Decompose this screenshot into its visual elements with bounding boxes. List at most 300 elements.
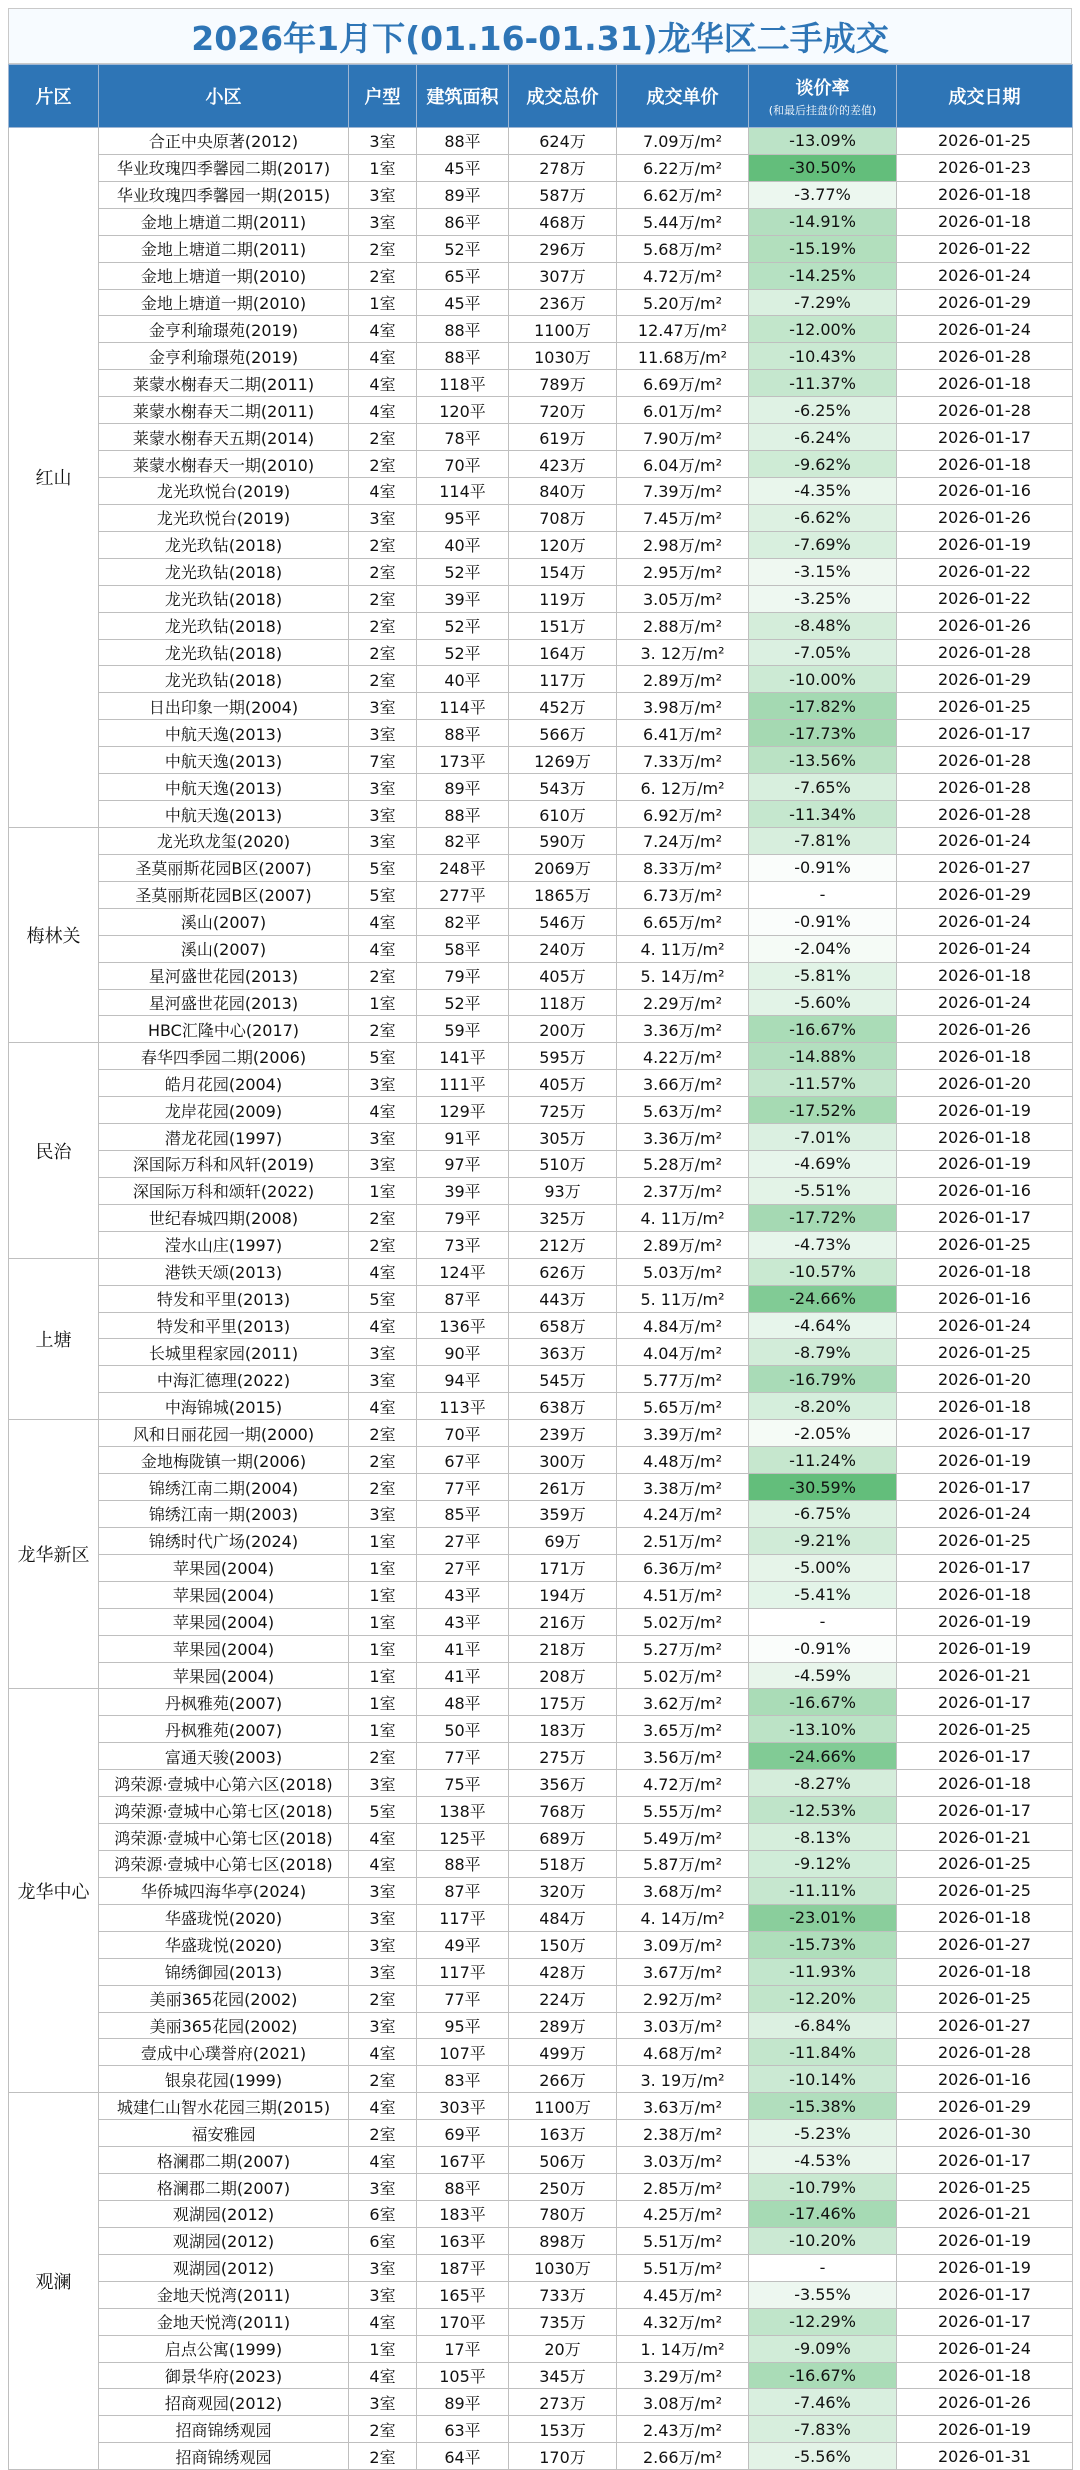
- date-cell: 2026-01-24: [897, 2335, 1073, 2362]
- total-cell: 151万: [509, 612, 617, 639]
- total-cell: 194万: [509, 1581, 617, 1608]
- rate-cell: -5.56%: [749, 2443, 897, 2470]
- rate-cell: -4.53%: [749, 2147, 897, 2174]
- rate-cell: -2.05%: [749, 1420, 897, 1447]
- rate-cell: -0.91%: [749, 908, 897, 935]
- community-cell: 春华四季园二期(2006): [99, 1043, 349, 1070]
- table-row: [9, 1231, 1073, 1258]
- table-row: [9, 1285, 1073, 1312]
- layout-cell: 1室: [349, 1527, 417, 1554]
- table-row: [9, 881, 1073, 908]
- total-cell: 1030万: [509, 343, 617, 370]
- community-cell: 苹果园(2004): [99, 1554, 349, 1581]
- rate-cell: -17.46%: [749, 2200, 897, 2227]
- total-cell: 153万: [509, 2416, 617, 2443]
- date-cell: 2026-01-28: [897, 747, 1073, 774]
- unit-cell: 7.33万/m²: [617, 747, 749, 774]
- unit-cell: 3.36万/m²: [617, 1124, 749, 1151]
- date-cell: 2026-01-17: [897, 1797, 1073, 1824]
- total-cell: 359万: [509, 1501, 617, 1528]
- rate-cell: -5.41%: [749, 1581, 897, 1608]
- rate-cell: -8.48%: [749, 612, 897, 639]
- table-row: [9, 262, 1073, 289]
- table-row: [9, 1501, 1073, 1528]
- area-cell: 87平: [417, 1877, 509, 1904]
- layout-cell: 2室: [349, 585, 417, 612]
- area-cell: 88平: [417, 720, 509, 747]
- area-cell: 88平: [417, 316, 509, 343]
- total-cell: 275万: [509, 1743, 617, 1770]
- table-row: [9, 504, 1073, 531]
- date-cell: 2026-01-18: [897, 1258, 1073, 1285]
- table-row: [9, 2308, 1073, 2335]
- layout-cell: 4室: [349, 2093, 417, 2120]
- table-row: [9, 747, 1073, 774]
- layout-cell: 4室: [349, 397, 417, 424]
- area-cell: 48平: [417, 1689, 509, 1716]
- header-region: 片区: [9, 65, 99, 128]
- rate-cell: -10.43%: [749, 343, 897, 370]
- date-cell: 2026-01-19: [897, 1635, 1073, 1662]
- total-cell: 626万: [509, 1258, 617, 1285]
- layout-cell: 2室: [349, 639, 417, 666]
- area-cell: 52平: [417, 558, 509, 585]
- rate-cell: -12.20%: [749, 1985, 897, 2012]
- rate-cell: -24.66%: [749, 1285, 897, 1312]
- community-cell: 特发和平里(2013): [99, 1312, 349, 1339]
- rate-cell: -10.20%: [749, 2227, 897, 2254]
- rate-cell: -12.53%: [749, 1797, 897, 1824]
- total-cell: 610万: [509, 801, 617, 828]
- unit-cell: 2.85万/m²: [617, 2174, 749, 2201]
- area-cell: 187平: [417, 2254, 509, 2281]
- date-cell: 2026-01-22: [897, 235, 1073, 262]
- total-cell: 289万: [509, 2012, 617, 2039]
- total-cell: 658万: [509, 1312, 617, 1339]
- total-cell: 261万: [509, 1474, 617, 1501]
- total-cell: 405万: [509, 962, 617, 989]
- area-cell: 85平: [417, 1501, 509, 1528]
- rate-cell: -30.59%: [749, 1474, 897, 1501]
- table-row: [9, 2335, 1073, 2362]
- rate-cell: -4.59%: [749, 1662, 897, 1689]
- rate-cell: -23.01%: [749, 1904, 897, 1931]
- layout-cell: 3室: [349, 128, 417, 155]
- area-cell: 73平: [417, 1231, 509, 1258]
- layout-cell: 2室: [349, 558, 417, 585]
- unit-cell: 3.62万/m²: [617, 1689, 749, 1716]
- layout-cell: 3室: [349, 2012, 417, 2039]
- layout-cell: 4室: [349, 908, 417, 935]
- area-cell: 136平: [417, 1312, 509, 1339]
- table-row: [9, 908, 1073, 935]
- rate-cell: -3.15%: [749, 558, 897, 585]
- unit-cell: 2.89万/m²: [617, 1231, 749, 1258]
- date-cell: 2026-01-24: [897, 908, 1073, 935]
- rate-cell: -11.34%: [749, 801, 897, 828]
- community-cell: 莱蒙水榭春天二期(2011): [99, 397, 349, 424]
- community-cell: 龙光玖钻(2018): [99, 558, 349, 585]
- layout-cell: 2室: [349, 1016, 417, 1043]
- community-cell: 港铁天颂(2013): [99, 1258, 349, 1285]
- region-cell: 梅林关: [9, 827, 99, 1042]
- community-cell: 深国际万科和风轩(2019): [99, 1151, 349, 1178]
- layout-cell: 3室: [349, 1339, 417, 1366]
- unit-cell: 2.95万/m²: [617, 558, 749, 585]
- date-cell: 2026-01-18: [897, 1958, 1073, 1985]
- community-cell: 锦绣江南二期(2004): [99, 1474, 349, 1501]
- layout-cell: 1室: [349, 1689, 417, 1716]
- table-row: [9, 1743, 1073, 1770]
- area-cell: 77平: [417, 1985, 509, 2012]
- date-cell: 2026-01-29: [897, 2093, 1073, 2120]
- area-cell: 41平: [417, 1635, 509, 1662]
- transactions-table: [8, 64, 1073, 2470]
- community-cell: 苹果园(2004): [99, 1581, 349, 1608]
- total-cell: 150万: [509, 1931, 617, 1958]
- area-cell: 43平: [417, 1608, 509, 1635]
- region-cell: 龙华新区: [9, 1420, 99, 1689]
- area-cell: 95平: [417, 2012, 509, 2039]
- rate-cell: -2.04%: [749, 935, 897, 962]
- community-cell: 华业玫瑰四季馨园二期(2017): [99, 154, 349, 181]
- layout-cell: 3室: [349, 801, 417, 828]
- area-cell: 277平: [417, 881, 509, 908]
- page-title: 2026年1月下(01.16-01.31)龙华区二手成交: [8, 8, 1072, 64]
- table-row: [9, 531, 1073, 558]
- total-cell: 546万: [509, 908, 617, 935]
- rate-cell: -5.51%: [749, 1177, 897, 1204]
- community-cell: 长城里程家园(2011): [99, 1339, 349, 1366]
- area-cell: 125平: [417, 1824, 509, 1851]
- area-cell: 40平: [417, 531, 509, 558]
- unit-cell: 4.72万/m²: [617, 1770, 749, 1797]
- area-cell: 89平: [417, 2389, 509, 2416]
- unit-cell: 6.73万/m²: [617, 881, 749, 908]
- table-row: [9, 558, 1073, 585]
- table-row: [9, 1070, 1073, 1097]
- region-cell: 龙华中心: [9, 1689, 99, 2093]
- community-cell: 中航天逸(2013): [99, 801, 349, 828]
- rate-cell: -9.21%: [749, 1527, 897, 1554]
- total-cell: 1269万: [509, 747, 617, 774]
- layout-cell: 4室: [349, 1393, 417, 1420]
- community-cell: 格澜郡二期(2007): [99, 2147, 349, 2174]
- area-cell: 88平: [417, 801, 509, 828]
- date-cell: 2026-01-17: [897, 1420, 1073, 1447]
- total-cell: 590万: [509, 827, 617, 854]
- layout-cell: 1室: [349, 1581, 417, 1608]
- unit-cell: 3.36万/m²: [617, 1016, 749, 1043]
- date-cell: 2026-01-29: [897, 666, 1073, 693]
- date-cell: 2026-01-24: [897, 316, 1073, 343]
- unit-cell: 6.62万/m²: [617, 181, 749, 208]
- total-cell: 428万: [509, 1958, 617, 1985]
- unit-cell: 4. 11万/m²: [617, 1204, 749, 1231]
- layout-cell: 4室: [349, 1312, 417, 1339]
- date-cell: 2026-01-23: [897, 154, 1073, 181]
- layout-cell: 2室: [349, 1204, 417, 1231]
- community-cell: 苹果园(2004): [99, 1662, 349, 1689]
- community-cell: 龙岸花园(2009): [99, 1097, 349, 1124]
- rate-cell: -15.73%: [749, 1931, 897, 1958]
- layout-cell: 5室: [349, 854, 417, 881]
- community-cell: 城建仁山智水花园三期(2015): [99, 2093, 349, 2120]
- rate-cell: -11.11%: [749, 1877, 897, 1904]
- total-cell: 250万: [509, 2174, 617, 2201]
- table-row: [9, 2443, 1073, 2470]
- rate-cell: -24.66%: [749, 1743, 897, 1770]
- community-cell: 锦绣时代广场(2024): [99, 1527, 349, 1554]
- date-cell: 2026-01-18: [897, 1770, 1073, 1797]
- total-cell: 120万: [509, 531, 617, 558]
- area-cell: 27平: [417, 1527, 509, 1554]
- area-cell: 90平: [417, 1339, 509, 1366]
- layout-cell: 5室: [349, 1043, 417, 1070]
- table-row: [9, 1958, 1073, 1985]
- area-cell: 52平: [417, 612, 509, 639]
- rate-cell: -15.38%: [749, 2093, 897, 2120]
- date-cell: 2026-01-28: [897, 801, 1073, 828]
- community-cell: 滢水山庄(1997): [99, 1231, 349, 1258]
- layout-cell: 2室: [349, 424, 417, 451]
- total-cell: 780万: [509, 2200, 617, 2227]
- area-cell: 89平: [417, 181, 509, 208]
- unit-cell: 2.29万/m²: [617, 989, 749, 1016]
- community-cell: 鸿荣源·壹城中心第七区(2018): [99, 1824, 349, 1851]
- date-cell: 2026-01-25: [897, 1851, 1073, 1878]
- community-cell: 美丽365花园(2002): [99, 2012, 349, 2039]
- table-row: [9, 2362, 1073, 2389]
- date-cell: 2026-01-22: [897, 558, 1073, 585]
- layout-cell: 3室: [349, 827, 417, 854]
- table-row: [9, 1662, 1073, 1689]
- total-cell: 1865万: [509, 881, 617, 908]
- layout-cell: 4室: [349, 370, 417, 397]
- date-cell: 2026-01-26: [897, 2389, 1073, 2416]
- date-cell: 2026-01-28: [897, 639, 1073, 666]
- date-cell: 2026-01-17: [897, 1689, 1073, 1716]
- table-row: [9, 1770, 1073, 1797]
- layout-cell: 2室: [349, 531, 417, 558]
- area-cell: 43平: [417, 1581, 509, 1608]
- community-cell: 金地上塘道二期(2011): [99, 208, 349, 235]
- table-row: [9, 1904, 1073, 1931]
- unit-cell: 4.72万/m²: [617, 262, 749, 289]
- rate-cell: -6.84%: [749, 2012, 897, 2039]
- community-cell: 圣莫丽斯花园B区(2007): [99, 881, 349, 908]
- area-cell: 83平: [417, 2066, 509, 2093]
- table-header-row: [9, 65, 1073, 128]
- community-cell: 福安雅园: [99, 2120, 349, 2147]
- area-cell: 77平: [417, 1474, 509, 1501]
- table-row: [9, 1635, 1073, 1662]
- table-row: [9, 370, 1073, 397]
- area-cell: 120平: [417, 397, 509, 424]
- date-cell: 2026-01-17: [897, 1474, 1073, 1501]
- rate-cell: -30.50%: [749, 154, 897, 181]
- table-row: [9, 612, 1073, 639]
- area-cell: 170平: [417, 2308, 509, 2335]
- table-row: [9, 128, 1073, 155]
- date-cell: 2026-01-17: [897, 720, 1073, 747]
- date-cell: 2026-01-17: [897, 1743, 1073, 1770]
- area-cell: 65平: [417, 262, 509, 289]
- table-row: [9, 827, 1073, 854]
- total-cell: 1100万: [509, 316, 617, 343]
- total-cell: 840万: [509, 477, 617, 504]
- layout-cell: 3室: [349, 1151, 417, 1178]
- community-cell: 深国际万科和颂轩(2022): [99, 1177, 349, 1204]
- unit-cell: 4.45万/m²: [617, 2281, 749, 2308]
- table-row: [9, 1124, 1073, 1151]
- community-cell: 龙光玖钻(2018): [99, 585, 349, 612]
- rate-cell: -8.20%: [749, 1393, 897, 1420]
- area-cell: 88平: [417, 2174, 509, 2201]
- rate-cell: -5.81%: [749, 962, 897, 989]
- header-rate-note: (和最后挂盘价的差值): [768, 104, 877, 117]
- unit-cell: 4.22万/m²: [617, 1043, 749, 1070]
- total-cell: 239万: [509, 1420, 617, 1447]
- rate-cell: -17.73%: [749, 720, 897, 747]
- table-row: [9, 1366, 1073, 1393]
- date-cell: 2026-01-19: [897, 1447, 1073, 1474]
- date-cell: 2026-01-19: [897, 2227, 1073, 2254]
- rate-cell: -5.00%: [749, 1554, 897, 1581]
- date-cell: 2026-01-17: [897, 2147, 1073, 2174]
- area-cell: 248平: [417, 854, 509, 881]
- layout-cell: 2室: [349, 1447, 417, 1474]
- total-cell: 452万: [509, 693, 617, 720]
- layout-cell: 4室: [349, 1258, 417, 1285]
- layout-cell: 4室: [349, 343, 417, 370]
- layout-cell: 3室: [349, 1877, 417, 1904]
- area-cell: 39平: [417, 1177, 509, 1204]
- layout-cell: 6室: [349, 2227, 417, 2254]
- area-cell: 17平: [417, 2335, 509, 2362]
- rate-cell: -8.13%: [749, 1824, 897, 1851]
- rate-cell: -4.69%: [749, 1151, 897, 1178]
- date-cell: 2026-01-25: [897, 1716, 1073, 1743]
- table-row: [9, 2254, 1073, 2281]
- rate-cell: -7.01%: [749, 1124, 897, 1151]
- rate-cell: -9.62%: [749, 451, 897, 478]
- total-cell: 240万: [509, 935, 617, 962]
- unit-cell: 2.92万/m²: [617, 1985, 749, 2012]
- date-cell: 2026-01-24: [897, 827, 1073, 854]
- date-cell: 2026-01-25: [897, 128, 1073, 155]
- unit-cell: 5.63万/m²: [617, 1097, 749, 1124]
- layout-cell: 1室: [349, 1635, 417, 1662]
- area-cell: 107平: [417, 2039, 509, 2066]
- area-cell: 173平: [417, 747, 509, 774]
- area-cell: 58平: [417, 935, 509, 962]
- community-cell: 招商观园(2012): [99, 2389, 349, 2416]
- unit-cell: 3.98万/m²: [617, 693, 749, 720]
- unit-cell: 3.39万/m²: [617, 1420, 749, 1447]
- header-discount-rate: [749, 65, 897, 128]
- total-cell: 175万: [509, 1689, 617, 1716]
- area-cell: 141平: [417, 1043, 509, 1070]
- header-rate-label: 谈价率: [795, 78, 850, 99]
- unit-cell: 5.55万/m²: [617, 1797, 749, 1824]
- table-row: [9, 1877, 1073, 1904]
- area-cell: 86平: [417, 208, 509, 235]
- layout-cell: 2室: [349, 2066, 417, 2093]
- unit-cell: 4.68万/m²: [617, 2039, 749, 2066]
- area-cell: 40平: [417, 666, 509, 693]
- date-cell: 2026-01-18: [897, 208, 1073, 235]
- table-row: [9, 1097, 1073, 1124]
- rate-cell: -7.29%: [749, 289, 897, 316]
- area-cell: 167平: [417, 2147, 509, 2174]
- total-cell: 171万: [509, 1554, 617, 1581]
- area-cell: 82平: [417, 908, 509, 935]
- area-cell: 70平: [417, 451, 509, 478]
- rate-cell: -11.37%: [749, 370, 897, 397]
- community-cell: 启点公寓(1999): [99, 2335, 349, 2362]
- table-row: [9, 666, 1073, 693]
- layout-cell: 3室: [349, 504, 417, 531]
- layout-cell: 2室: [349, 612, 417, 639]
- total-cell: 363万: [509, 1339, 617, 1366]
- unit-cell: 2.37万/m²: [617, 1177, 749, 1204]
- layout-cell: 5室: [349, 881, 417, 908]
- rate-cell: -13.10%: [749, 1716, 897, 1743]
- rate-cell: -4.64%: [749, 1312, 897, 1339]
- unit-cell: 7.09万/m²: [617, 128, 749, 155]
- rate-cell: -3.25%: [749, 585, 897, 612]
- date-cell: 2026-01-25: [897, 1527, 1073, 1554]
- unit-cell: 3.66万/m²: [617, 1070, 749, 1097]
- layout-cell: 4室: [349, 2039, 417, 2066]
- area-cell: 88平: [417, 128, 509, 155]
- rate-cell: -0.91%: [749, 854, 897, 881]
- layout-cell: 2室: [349, 962, 417, 989]
- date-cell: 2026-01-19: [897, 1097, 1073, 1124]
- total-cell: 443万: [509, 1285, 617, 1312]
- area-cell: 97平: [417, 1151, 509, 1178]
- rate-cell: -4.73%: [749, 1231, 897, 1258]
- rate-cell: -12.00%: [749, 316, 897, 343]
- unit-cell: 3. 12万/m²: [617, 639, 749, 666]
- table-row: [9, 1016, 1073, 1043]
- header-layout: 户型: [349, 65, 417, 128]
- rate-cell: -17.72%: [749, 1204, 897, 1231]
- area-cell: 89平: [417, 774, 509, 801]
- community-cell: 潜龙花园(1997): [99, 1124, 349, 1151]
- table-row: [9, 397, 1073, 424]
- table-row: [9, 720, 1073, 747]
- layout-cell: 1室: [349, 289, 417, 316]
- area-cell: 79平: [417, 962, 509, 989]
- community-cell: 观湖园(2012): [99, 2200, 349, 2227]
- total-cell: 405万: [509, 1070, 617, 1097]
- rate-cell: -5.23%: [749, 2120, 897, 2147]
- layout-cell: 2室: [349, 235, 417, 262]
- total-cell: 689万: [509, 1824, 617, 1851]
- community-cell: 金地上塘道一期(2010): [99, 262, 349, 289]
- area-cell: 117平: [417, 1904, 509, 1931]
- total-cell: 510万: [509, 1151, 617, 1178]
- total-cell: 278万: [509, 154, 617, 181]
- total-cell: 118万: [509, 989, 617, 1016]
- date-cell: 2026-01-21: [897, 1824, 1073, 1851]
- community-cell: 特发和平里(2013): [99, 1285, 349, 1312]
- layout-cell: 3室: [349, 720, 417, 747]
- rate-cell: -14.88%: [749, 1043, 897, 1070]
- rate-cell: -12.29%: [749, 2308, 897, 2335]
